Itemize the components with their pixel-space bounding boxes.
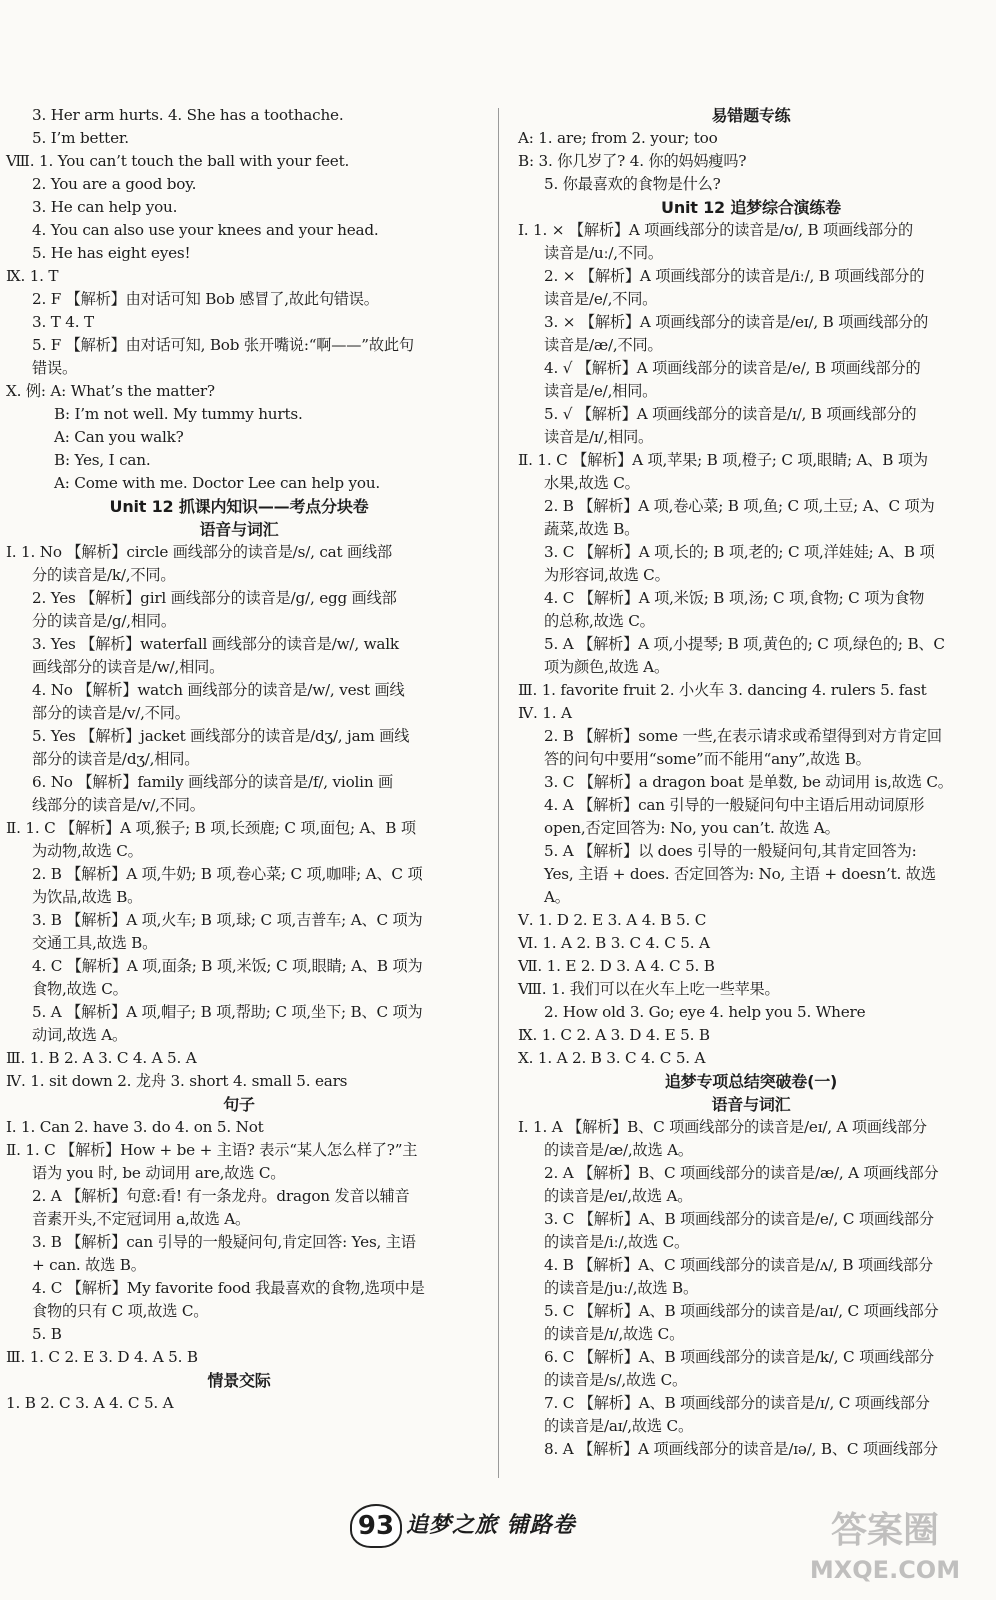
answer-line: 3. C 【解析】A、B 项画线部分的读音是/e/, C 项画线部分 — [544, 1210, 934, 1228]
answer-line: 线部分的读音是/v/,不同。 — [32, 796, 205, 814]
answer-line: 5. He has eight eyes! — [32, 244, 191, 262]
answer-line: Ⅵ. 1. A 2. B 3. C 4. C 5. A — [518, 934, 710, 952]
answer-line: 3. C 【解析】a dragon boat 是单数, be 动词用 is,故选 C。 — [544, 773, 953, 791]
answer-line: 2. B 【解析】A 项,牛奶; B 项,卷心菜; C 项,咖啡; A、C 项 — [32, 865, 423, 883]
answer-line: Ⅸ. 1. T — [6, 267, 59, 285]
answer-line: 4. No 【解析】watch 画线部分的读音是/w/, vest 画线 — [32, 681, 405, 699]
answer-line: Ⅲ. 1. C 2. E 3. D 4. A 5. B — [6, 1348, 198, 1366]
left-column — [0, 104, 478, 1415]
section-heading: 句子 — [223, 1095, 255, 1114]
section-heading: 易错题专练 — [711, 106, 791, 125]
answer-line: open,否定回答为: No, you can’t. 故选 A。 — [544, 819, 840, 837]
answer-line: 答的问句中要用“some”而不能用“any”,故选 B。 — [544, 750, 871, 768]
answer-line: Ⅳ. 1. A — [518, 704, 572, 722]
answer-line: 音素开头,不定冠词用 a,故选 A。 — [32, 1210, 250, 1228]
answer-line: 2. You are a good boy. — [32, 175, 197, 193]
answer-line: 3. B 【解析】A 项,火车; B 项,球; C 项,吉普车; A、C 项为 — [32, 911, 423, 929]
answer-line: 4. C 【解析】A 项,米饭; B 项,汤; C 项,食物; C 项为食物 — [544, 589, 925, 607]
column-divider — [498, 108, 499, 1478]
answer-line: 8. A 【解析】A 项画线部分的读音是/ɪə/, B、C 项画线部分 — [544, 1440, 938, 1458]
answer-line: Ⅳ. 1. sit down 2. 龙舟 3. short 4. small 5. ears — [6, 1072, 348, 1090]
answer-line: 读音是/æ/,不同。 — [544, 336, 663, 354]
answer-line: 2. B 【解析】A 项,卷心菜; B 项,鱼; C 项,土豆; A、C 项为 — [544, 497, 935, 515]
answer-line: 3. C 【解析】A 项,长的; B 项,老的; C 项,洋娃娃; A、B 项 — [544, 543, 935, 561]
answer-line: 6. No 【解析】family 画线部分的读音是/f/, violin 画 — [32, 773, 394, 791]
answer-line: 2. B 【解析】some 一些,在表示请求或希望得到对方肯定回 — [544, 727, 942, 745]
answer-line: B: 3. 你几岁了? 4. 你的妈妈瘦吗? — [518, 152, 747, 170]
answer-line: A。 — [544, 888, 570, 906]
answer-line: 分的读音是/k/,不同。 — [32, 566, 176, 584]
answer-line: 2. A 【解析】句意:看! 有一条龙舟。dragon 发音以辅音 — [32, 1187, 410, 1205]
answer-line: 5. F 【解析】由对话可知, Bob 张开嘴说:“啊——”故此句 — [32, 336, 414, 354]
answer-line: 动词,故选 A。 — [32, 1026, 127, 1044]
answer-line: 5. I’m better. — [32, 129, 129, 147]
section-heading: 语音与词汇 — [711, 1095, 791, 1114]
answer-line: 5. √ 【解析】A 项画线部分的读音是/ɪ/, B 项画线部分的 — [544, 405, 917, 423]
section-heading: Unit 12 追梦综合演练卷 — [661, 198, 841, 217]
answer-line: 3. Yes 【解析】waterfall 画线部分的读音是/w/, walk — [32, 635, 399, 653]
answer-line: 2. F 【解析】由对话可知 Bob 感冒了,故此句错误。 — [32, 290, 379, 308]
answer-line: 的读音是/aɪ/,故选 C。 — [544, 1417, 693, 1435]
answer-line: 食物,故选 C。 — [32, 980, 128, 998]
watermark — [790, 1508, 980, 1592]
answer-line: 5. C 【解析】A、B 项画线部分的读音是/aɪ/, C 项画线部分 — [544, 1302, 939, 1320]
answer-line: 1. B 2. C 3. A 4. C 5. A — [6, 1394, 174, 1412]
answer-line: 2. A 【解析】B、C 项画线部分的读音是/æ/, A 项画线部分 — [544, 1164, 939, 1182]
answer-line: Yes, 主语 + does. 否定回答为: No, 主语 + doesn’t. 故选 — [544, 865, 936, 883]
answer-line: 5. 你最喜欢的食物是什么? — [544, 175, 721, 193]
answer-line: Ⅷ. 1. You can’t touch the ball with your feet. — [6, 152, 350, 170]
answer-line: 的总称,故选 C。 — [544, 612, 655, 630]
brand-logo: 追梦之旅 铺路卷 — [406, 1512, 576, 1538]
answer-line: Ⅱ. 1. C 【解析】How + be + 主语? 表示“某人怎么样了?”主 — [6, 1141, 418, 1159]
answer-line: 5. A 【解析】A 项,小提琴; B 项,黄色的; C 项,绿色的; B、C — [544, 635, 945, 653]
answer-line: 5. A 【解析】以 does 引导的一般疑问句,其肯定回答为: — [544, 842, 917, 860]
answer-line: 的读音是/ɪ/,故选 C。 — [544, 1325, 685, 1343]
answer-line: Ⅴ. 1. D 2. E 3. A 4. B 5. C — [518, 911, 707, 929]
answer-line: B: Yes, I can. — [54, 451, 151, 469]
page-number: 93 — [350, 1504, 402, 1548]
answer-line: 为形容词,故选 C。 — [544, 566, 670, 584]
answer-line: Ⅱ. 1. C 【解析】A 项,猴子; B 项,长颈鹿; C 项,面包; A、B 项 — [6, 819, 416, 837]
answer-line: 部分的读音是/v/,不同。 — [32, 704, 190, 722]
answer-line: 的读音是/æ/,故选 A。 — [544, 1141, 693, 1159]
answer-line: Ⅰ. 1. Can 2. have 3. do 4. on 5. Not — [6, 1118, 264, 1136]
answer-line: 3. He can help you. — [32, 198, 178, 216]
answer-line: 读音是/e/,不同。 — [544, 290, 658, 308]
answer-line: 为动物,故选 C。 — [32, 842, 143, 860]
answer-line: 食物的只有 C 项,故选 C。 — [32, 1302, 209, 1320]
watermark-url: MXQE.COM — [809, 1556, 961, 1584]
answer-line: 的读音是/eɪ/,故选 A。 — [544, 1187, 693, 1205]
answer-line: 5. A 【解析】A 项,帽子; B 项,帮助; C 项,坐下; B、C 项为 — [32, 1003, 423, 1021]
answer-line: 项为颜色,故选 A。 — [544, 658, 669, 676]
answer-line: Ⅱ. 1. C 【解析】A 项,苹果; B 项,橙子; C 项,眼睛; A、B 项为 — [518, 451, 928, 469]
answer-line: 为饮品,故选 B。 — [32, 888, 143, 906]
answer-line: 画线部分的读音是/w/,相同。 — [32, 658, 225, 676]
right-column — [512, 104, 990, 1461]
answer-line: 读音是/uː/,不同。 — [544, 244, 663, 262]
answer-line: 5. Yes 【解析】jacket 画线部分的读音是/dʒ/, jam 画线 — [32, 727, 410, 745]
answer-line: Ⅷ. 1. 我们可以在火车上吃一些苹果。 — [518, 980, 780, 998]
answer-line: A: Can you walk? — [54, 428, 184, 446]
answer-line: 读音是/ɪ/,相同。 — [544, 428, 654, 446]
section-heading: Unit 12 抓课内知识——考点分块卷 — [109, 497, 369, 516]
answer-line: 6. C 【解析】A、B 项画线部分的读音是/k/, C 项画线部分 — [544, 1348, 935, 1366]
section-heading: 语音与词汇 — [199, 520, 279, 539]
answer-line: 的读音是/iː/,故选 C。 — [544, 1233, 689, 1251]
answer-line: 4. You can also use your knees and your head. — [32, 221, 379, 239]
answer-line: Ⅲ. 1. favorite fruit 2. 小火车 3. dancing 4. rulers 5. fast — [518, 681, 927, 699]
answer-line: 4. √ 【解析】A 项画线部分的读音是/e/, B 项画线部分的 — [544, 359, 921, 377]
answer-line: Ⅶ. 1. E 2. D 3. A 4. C 5. B — [518, 957, 715, 975]
answer-line: 4. C 【解析】My favorite food 我最喜欢的食物,选项中是 — [32, 1279, 425, 1297]
section-heading: 情景交际 — [207, 1371, 271, 1390]
answer-line: 的读音是/juː/,故选 B。 — [544, 1279, 698, 1297]
answer-line: 的读音是/s/,故选 C。 — [544, 1371, 688, 1389]
answer-line: 4. A 【解析】can 引导的一般疑问句中主语后用动词原形 — [544, 796, 925, 814]
answer-line: 蔬菜,故选 B。 — [544, 520, 640, 538]
answer-line: 4. C 【解析】A 项,面条; B 项,米饭; C 项,眼睛; A、B 项为 — [32, 957, 423, 975]
answer-line: + can. 故选 B。 — [32, 1256, 146, 1274]
answer-line: A: 1. are; from 2. your; too — [518, 129, 718, 147]
answer-line: 水果,故选 C。 — [544, 474, 640, 492]
answer-line: 7. C 【解析】A、B 项画线部分的读音是/ɪ/, C 项画线部分 — [544, 1394, 930, 1412]
answer-line: Ⅲ. 1. B 2. A 3. C 4. A 5. A — [6, 1049, 197, 1067]
answer-line: 3. T 4. T — [32, 313, 94, 331]
answer-line: 2. Yes 【解析】girl 画线部分的读音是/g/, egg 画线部 — [32, 589, 397, 607]
answer-line: 部分的读音是/dʒ/,相同。 — [32, 750, 200, 768]
answer-line: 5. B — [32, 1325, 62, 1343]
answer-line: 分的读音是/g/,相同。 — [32, 612, 176, 630]
watermark-logo: 答案圈 — [830, 1510, 939, 1551]
answer-line: Ⅰ. 1. × 【解析】A 项画线部分的读音是/ʊ/, B 项画线部分的 — [518, 221, 913, 239]
answer-line: Ⅹ. 1. A 2. B 3. C 4. C 5. A — [518, 1049, 706, 1067]
answer-line: 错误。 — [32, 359, 77, 377]
answer-line: Ⅰ. 1. No 【解析】circle 画线部分的读音是/s/, cat 画线部 — [6, 543, 393, 561]
answer-line: Ⅹ. 例: A: What’s the matter? — [6, 382, 215, 400]
answer-line: 读音是/e/,相同。 — [544, 382, 658, 400]
answer-line: B: I’m not well. My tummy hurts. — [54, 405, 303, 423]
answer-line: 3. B 【解析】can 引导的一般疑问句,肯定回答: Yes, 主语 — [32, 1233, 416, 1251]
answer-line: 3. Her arm hurts. 4. She has a toothache. — [32, 106, 344, 124]
answer-line: Ⅸ. 1. C 2. A 3. D 4. E 5. B — [518, 1026, 710, 1044]
answer-line: 4. B 【解析】A、C 项画线部分的读音是/ʌ/, B 项画线部分 — [544, 1256, 933, 1274]
answer-line: 2. × 【解析】A 项画线部分的读音是/iː/, B 项画线部分的 — [544, 267, 925, 285]
section-heading: 追梦专项总结突破卷(一) — [664, 1072, 838, 1091]
answer-line: A: Come with me. Doctor Lee can help you. — [54, 474, 381, 492]
answer-line: 交通工具,故选 B。 — [32, 934, 158, 952]
answer-line: Ⅰ. 1. A 【解析】B、C 项画线部分的读音是/eɪ/, A 项画线部分 — [518, 1118, 927, 1136]
answer-line: 语为 you 时, be 动词用 are,故选 C。 — [32, 1164, 286, 1182]
answer-line: 3. × 【解析】A 项画线部分的读音是/eɪ/, B 项画线部分的 — [544, 313, 929, 331]
answer-line: 2. How old 3. Go; eye 4. help you 5. Where — [544, 1003, 866, 1021]
page-footer — [340, 1500, 640, 1558]
